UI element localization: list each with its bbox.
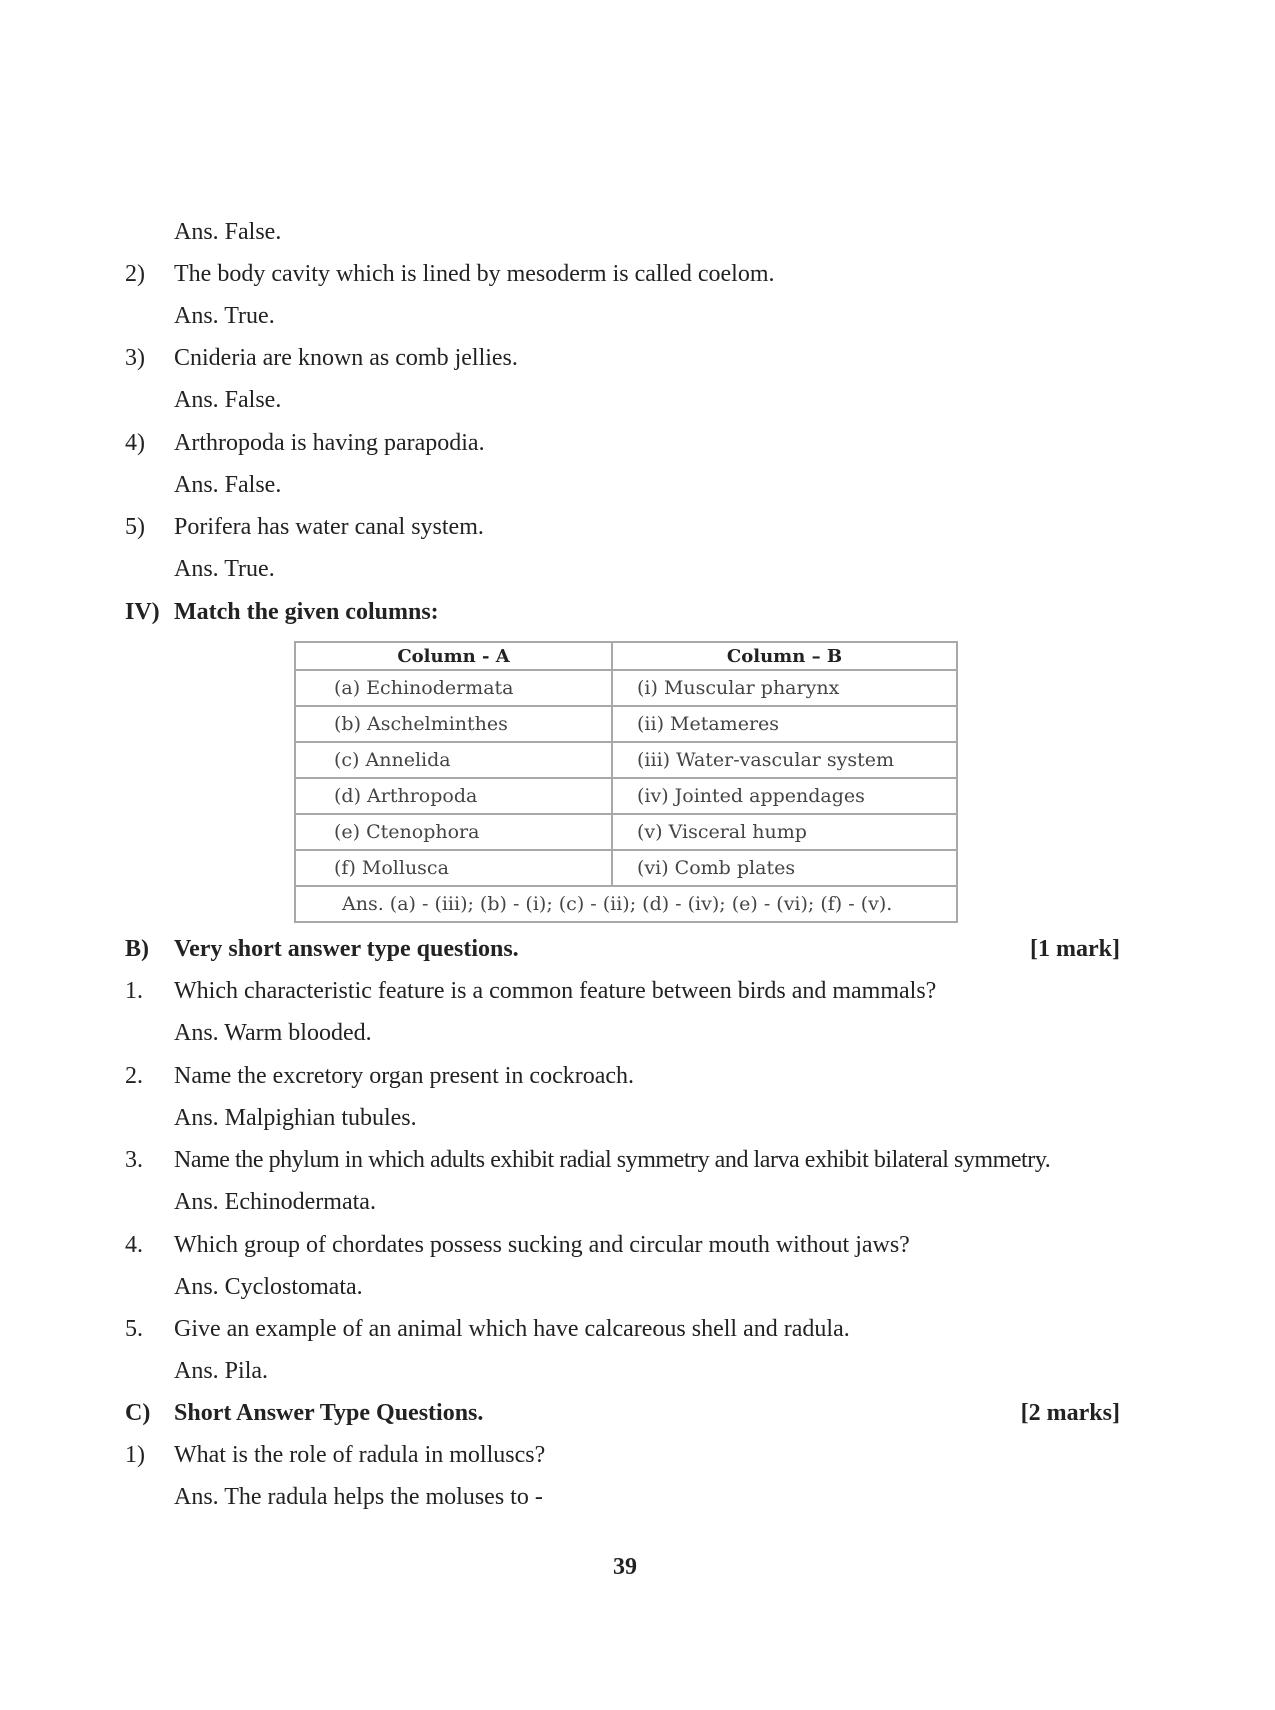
- answer-text: Ans. False.: [174, 219, 282, 245]
- answer-text: Ans. Pila.: [174, 1358, 269, 1384]
- question-text: Arthropoda is having parapodia.: [174, 430, 485, 456]
- table-header-row: [295, 642, 957, 670]
- question-text: Which characteristic feature is a common feature between birds and mammals?: [174, 978, 937, 1004]
- match-table: [294, 641, 958, 923]
- column-b-cell: (vi) Comb plates: [612, 850, 957, 886]
- answer-text: Ans. Echinodermata.: [174, 1189, 376, 1215]
- table-answer-row: [295, 886, 957, 922]
- question-number: 2): [125, 261, 145, 287]
- question-text: The body cavity which is lined by mesoderm is called coelom.: [174, 261, 775, 287]
- question-number: 3.: [125, 1147, 143, 1173]
- table-row: [295, 742, 957, 778]
- column-b-header: Column – B: [612, 642, 957, 670]
- section-label: C): [125, 1400, 151, 1426]
- column-a-header: Column - A: [295, 642, 612, 670]
- question-number: 5.: [125, 1316, 143, 1342]
- section-title: Match the given columns:: [174, 599, 439, 625]
- question-number: 4.: [125, 1232, 143, 1258]
- question-number: 1.: [125, 978, 143, 1004]
- answer-text: Ans. The radula helps the moluses to -: [174, 1484, 543, 1510]
- question-text: Porifera has water canal system.: [174, 514, 484, 540]
- question-text: Name the excretory organ present in cockroach.: [174, 1063, 635, 1089]
- column-a-cell: (a) Echinodermata: [295, 670, 612, 706]
- table-row: [295, 706, 957, 742]
- question-text: Which group of chordates possess sucking and circular mouth without jaws?: [174, 1232, 910, 1258]
- column-a-cell: (e) Ctenophora: [295, 814, 612, 850]
- column-a-cell: (b) Aschelminthes: [295, 706, 612, 742]
- column-a-cell: (f) Mollusca: [295, 850, 612, 886]
- question-text: Cnideria are known as comb jellies.: [174, 345, 518, 371]
- column-b-cell: (ii) Metameres: [612, 706, 957, 742]
- section-marks: [2 marks]: [1020, 1400, 1120, 1426]
- answer-text: Ans. Warm blooded.: [174, 1020, 372, 1046]
- table-row: [295, 670, 957, 706]
- question-number: 3): [125, 345, 145, 371]
- answer-text: Ans. False.: [174, 472, 282, 498]
- table-row: [295, 778, 957, 814]
- table-row: [295, 850, 957, 886]
- answer-text: Ans. True.: [174, 556, 275, 582]
- answer-text: Ans. Cyclostomata.: [174, 1274, 363, 1300]
- match-answer: Ans. (a) - (iii); (b) - (i); (c) - (ii); (d) - (iv); (e) - (vi); (f) - (v).: [295, 886, 957, 922]
- page-number: 39: [613, 1554, 637, 1580]
- section-label: B): [125, 936, 149, 962]
- table-row: [295, 814, 957, 850]
- column-b-cell: (iv) Jointed appendages: [612, 778, 957, 814]
- answer-text: Ans. True.: [174, 303, 275, 329]
- question-text: Name the phylum in which adults exhibit radial symmetry and larva exhibit bilateral symmetry.: [174, 1147, 1051, 1173]
- question-number: 2.: [125, 1063, 143, 1089]
- section-title: Short Answer Type Questions.: [174, 1400, 484, 1426]
- answer-text: Ans. Malpighian tubules.: [174, 1105, 417, 1131]
- column-b-cell: (v) Visceral hump: [612, 814, 957, 850]
- column-a-cell: (c) Annelida: [295, 742, 612, 778]
- question-number: 5): [125, 514, 145, 540]
- column-b-cell: (i) Muscular pharynx: [612, 670, 957, 706]
- column-b-cell: (iii) Water-vascular system: [612, 742, 957, 778]
- answer-text: Ans. False.: [174, 387, 282, 413]
- section-marks: [1 mark]: [1030, 936, 1120, 962]
- section-title: Very short answer type questions.: [174, 936, 519, 962]
- question-text: Give an example of an animal which have calcareous shell and radula.: [174, 1316, 850, 1342]
- section-number: IV): [125, 599, 160, 625]
- question-number: 4): [125, 430, 145, 456]
- question-text: What is the role of radula in molluscs?: [174, 1442, 546, 1468]
- column-a-cell: (d) Arthropoda: [295, 778, 612, 814]
- question-number: 1): [125, 1442, 145, 1468]
